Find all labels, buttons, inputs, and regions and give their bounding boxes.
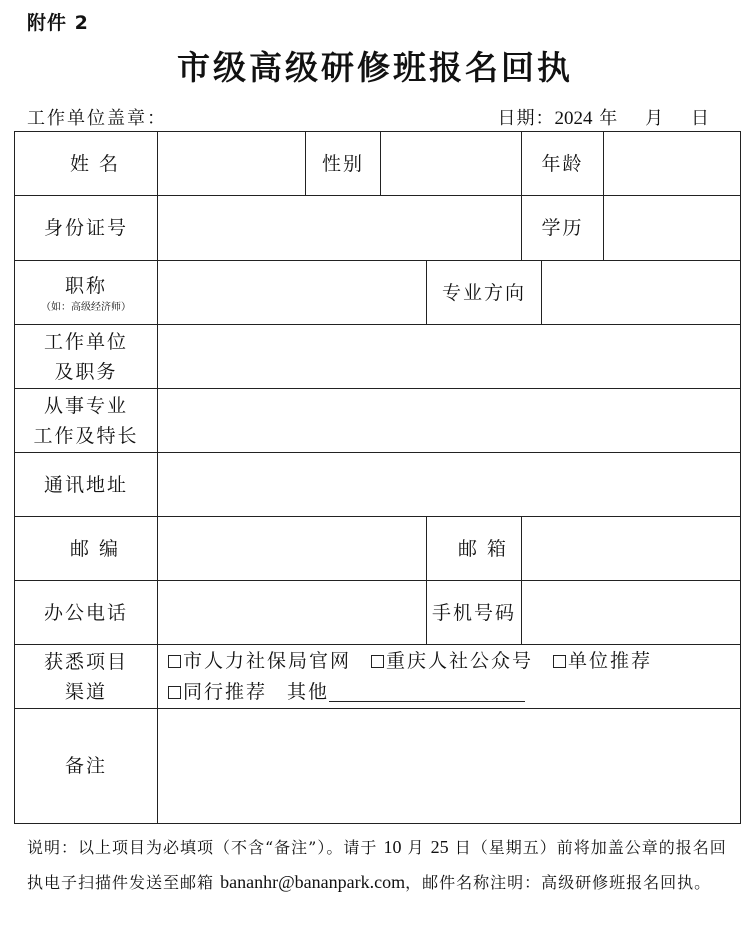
- channel-option-peer-recommendation[interactable]: [168, 681, 267, 703]
- channel-option-employer-recommendation[interactable]: [553, 650, 652, 672]
- email-label: 邮 箱: [427, 517, 522, 581]
- note-deadline-month: 10: [383, 837, 402, 857]
- education-label: 学历: [522, 196, 604, 261]
- specialty-label: 专业方向: [427, 261, 542, 325]
- profession-label-line1: 从事专业: [43, 394, 128, 417]
- channel-option-label: 市人力社保局官网: [183, 649, 352, 672]
- channel-option-hrss-website[interactable]: [168, 650, 351, 672]
- note-deadline-day: 25: [430, 837, 449, 857]
- form-row-address: [15, 453, 741, 517]
- name-field[interactable]: [158, 132, 306, 196]
- specialty-field[interactable]: [542, 261, 741, 325]
- profession-label-line2: 工作及特长: [33, 424, 139, 447]
- date-year: 2024: [554, 108, 593, 129]
- channel-option-wechat-account[interactable]: [371, 650, 533, 672]
- form-row-channel: [15, 645, 741, 709]
- remarks-label: 备注: [15, 709, 158, 824]
- title-field[interactable]: [158, 261, 427, 325]
- note-text-2: 月: [401, 838, 431, 857]
- gender-field[interactable]: [381, 132, 522, 196]
- form-row-remarks: [15, 709, 741, 824]
- date-year-unit: 年: [599, 108, 619, 129]
- office-phone-field[interactable]: [158, 581, 427, 645]
- title-label-cell: [15, 261, 158, 325]
- note-text-1: 说明：以上项目为必填项（不含“备注”）。请于: [27, 838, 384, 857]
- date-label: 日期：: [497, 108, 555, 129]
- date-month-unit: 月: [645, 108, 665, 129]
- work-unit-label-line1: 工作单位: [43, 330, 128, 353]
- age-field[interactable]: [604, 132, 741, 196]
- channel-label-line1: 获悉项目: [43, 650, 128, 673]
- stamp-label: 工作单位盖章：: [27, 108, 167, 129]
- form-row-id: [15, 196, 741, 261]
- channel-option-label: 单位推荐: [568, 649, 653, 672]
- form-row-phones: [15, 581, 741, 645]
- work-unit-label-line2: 及职务: [54, 360, 118, 383]
- profession-field[interactable]: [158, 389, 741, 453]
- id-label: 身份证号: [15, 196, 158, 261]
- postcode-field[interactable]: [158, 517, 427, 581]
- form-row-title: [15, 261, 741, 325]
- address-label: 通讯地址: [15, 453, 158, 517]
- attachment-label: 附件 2: [27, 12, 89, 34]
- id-field[interactable]: [158, 196, 522, 261]
- channel-option-label: 同行推荐: [183, 680, 268, 703]
- channel-options: [158, 645, 741, 709]
- email-field[interactable]: [522, 517, 741, 581]
- postcode-label: 邮 编: [15, 517, 158, 581]
- note-text-3: 日（星期五）前将加盖公章的报名回执电子扫描件发送至邮箱: [27, 838, 727, 892]
- remarks-field[interactable]: [158, 709, 741, 824]
- checkbox-icon[interactable]: [168, 655, 181, 668]
- form-row-profession: [15, 389, 741, 453]
- office-phone-label: 办公电话: [15, 581, 158, 645]
- education-field[interactable]: [604, 196, 741, 261]
- gender-label: 性别: [306, 132, 381, 196]
- channel-other-label: 其他: [287, 680, 330, 703]
- work-unit-label-cell: [15, 325, 158, 389]
- note-email-address: bananhr@bananpark.com: [220, 872, 406, 892]
- channel-label-cell: [15, 645, 158, 709]
- age-label: 年龄: [522, 132, 604, 196]
- address-field[interactable]: [158, 453, 741, 517]
- page-title: 市级高级研修班报名回执: [177, 48, 573, 87]
- channel-option-label: 重庆人社公众号: [386, 649, 534, 672]
- checkbox-icon[interactable]: [168, 686, 181, 699]
- date-day-unit: 日: [691, 108, 710, 129]
- profession-label-cell: [15, 389, 158, 453]
- title-hint: （如：高级经济师）: [41, 301, 131, 313]
- mobile-field[interactable]: [522, 581, 741, 645]
- mobile-label: 手机号码: [427, 581, 522, 645]
- channel-other-input[interactable]: [329, 681, 525, 702]
- checkbox-icon[interactable]: [371, 655, 384, 668]
- channel-label-line2: 渠道: [64, 680, 107, 703]
- registration-form-table: [14, 131, 741, 824]
- date-line: [497, 104, 710, 130]
- form-row-basic: [15, 132, 741, 196]
- name-label: 姓 名: [15, 132, 158, 196]
- instructions-note: [27, 830, 727, 900]
- work-unit-field[interactable]: [158, 325, 741, 389]
- note-text-4: ，邮件名称注明：高级研修班报名回执。: [405, 873, 712, 892]
- title-label: 职称: [64, 274, 107, 297]
- form-row-work-unit: [15, 325, 741, 389]
- checkbox-icon[interactable]: [553, 655, 566, 668]
- form-row-postcode-email: [15, 517, 741, 581]
